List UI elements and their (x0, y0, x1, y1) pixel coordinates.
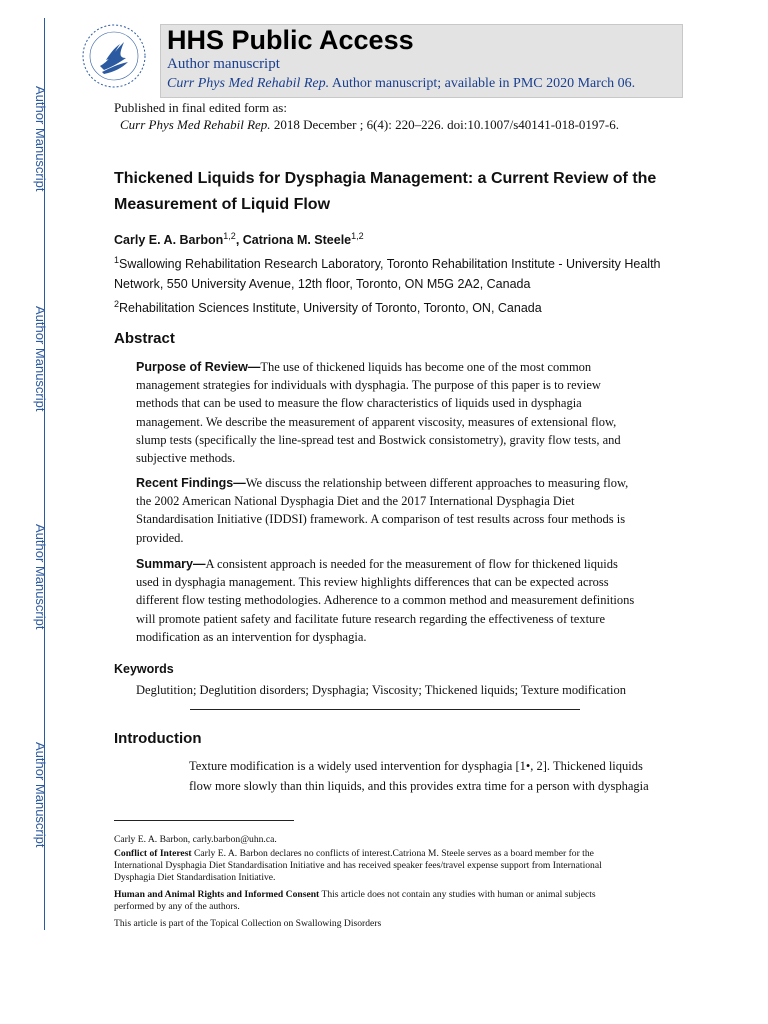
published-details: 2018 December ; 6(4): 220–226. doi:10.1007/s40141-018-0197-6. (270, 117, 619, 132)
hhs-header (160, 24, 683, 98)
manuscript-type: Author manuscript (167, 56, 280, 72)
article-title: Thickened Liquids for Dysphagia Management: a Current Review of the Measurement of Liquid Flow (114, 170, 657, 213)
footnote-divider (114, 820, 294, 821)
author-2-affil: 1,2 (351, 231, 364, 241)
affiliation-1-marker: 1 (114, 255, 120, 265)
author-1: Carly E. A. Barbon (114, 233, 224, 248)
abstract-heading: Abstract (114, 330, 175, 347)
affiliation-1-text: Swallowing Rehabilitation Research Laboratory, Toronto Rehabilitation Institute - University Health Network, 550 University Avenue, 12th floor, Toronto, ON M5G 2A2, Canada (114, 257, 661, 292)
findings-label: Recent Findings— (136, 476, 246, 490)
author-list (114, 231, 364, 247)
author-1-affil: 1,2 (223, 231, 236, 241)
footnote-conflict (114, 848, 634, 884)
footnote-rights (114, 889, 634, 913)
footnote-conflict-label: Conflict of Interest (114, 848, 192, 859)
footnote-contact: Carly E. A. Barbon, carly.barbon@uhn.ca. (114, 834, 277, 845)
purpose-text: The use of thickened liquids has become one of the most common management strategies for individuals with dysphagia. The purpose of this paper is to review methods that can be used to measure the flow characteristics of liquids used in dysphagia management. We describe the measurement of apparent viscosity, measures of extensional flow, slump tests (specifically the line-spread test and Bostwick consistometry), gravity flow tests, and subjective methods. (136, 360, 621, 466)
introduction-text: Texture modification is a widely used intervention for dysphagia [1•, 2]. Thickened liquids flow more slowly than thin liquids, and this provides extra time for a person with dysphagia (189, 759, 649, 793)
keywords-heading: Keywords (114, 662, 174, 676)
affiliation-2 (114, 294, 674, 318)
footnote-conflict-text: Carly E. A. Barbon declares no conflicts of interest.Catriona M. Steele serves as a board member for the International Dysphagia Diet Standardisation Initiative and has received speaker fees/travel expense support from International Dysphagia Diet Standardisation Initiative. (114, 848, 602, 883)
affiliation-1 (114, 250, 674, 294)
header-citation (167, 76, 635, 92)
keywords-list: Deglutition; Deglutition disorders; Dysphagia; Viscosity; Thickened liquids; Texture modification (136, 683, 626, 697)
introduction-heading: Introduction (114, 730, 202, 747)
hhs-logo-icon (80, 22, 148, 90)
footnote-rights-label: Human and Animal Rights and Informed Consent (114, 889, 320, 900)
author-separator: , (235, 233, 243, 248)
journal-abbrev: Curr Phys Med Rehabil Rep. (167, 76, 330, 91)
availability: Author manuscript; available in PMC 2020 March 06. (329, 76, 636, 91)
footnote-rights-text: This article does not contain any studies with human or animal subjects performed by any of the authors. (114, 889, 596, 912)
abstract-findings (136, 474, 636, 547)
abstract-purpose (136, 358, 636, 467)
author-2: Catriona M. Steele (242, 233, 352, 248)
published-label: Published in final edited form as: (114, 100, 287, 115)
findings-text: We discuss the relationship between different approaches to measuring flow, the 2002 American National Dysphagia Diet and the 2017 International Dysphagia Diet Standardisation Initiative (IDDSI) framework. A comparison of test results across four methods is provided. (136, 476, 629, 545)
section-divider (190, 709, 580, 710)
affiliation-2-text: Rehabilitation Sciences Institute, University of Toronto, Toronto, ON, Canada (119, 301, 542, 316)
published-citation (120, 117, 619, 133)
purpose-label: Purpose of Review— (136, 360, 261, 374)
footnote-collection: This article is part of the Topical Collection on Swallowing Disorders (114, 918, 382, 929)
affiliation-2-marker: 2 (114, 299, 120, 309)
abstract-summary (136, 555, 636, 646)
summary-text: A consistent approach is needed for the measurement of flow for thickened liquids used in dysphagia management. This review highlights differences that can be expected across different flow testing methodologies. Adherence to a common method and measurement definitions will promote patient safety and facilitate future research regarding the effectiveness of texture modification as an intervention for dysphagia. (136, 557, 635, 644)
published-journal: Curr Phys Med Rehabil Rep. (120, 117, 271, 132)
hhs-title: HHS Public Access (167, 25, 414, 55)
summary-label: Summary— (136, 557, 206, 571)
